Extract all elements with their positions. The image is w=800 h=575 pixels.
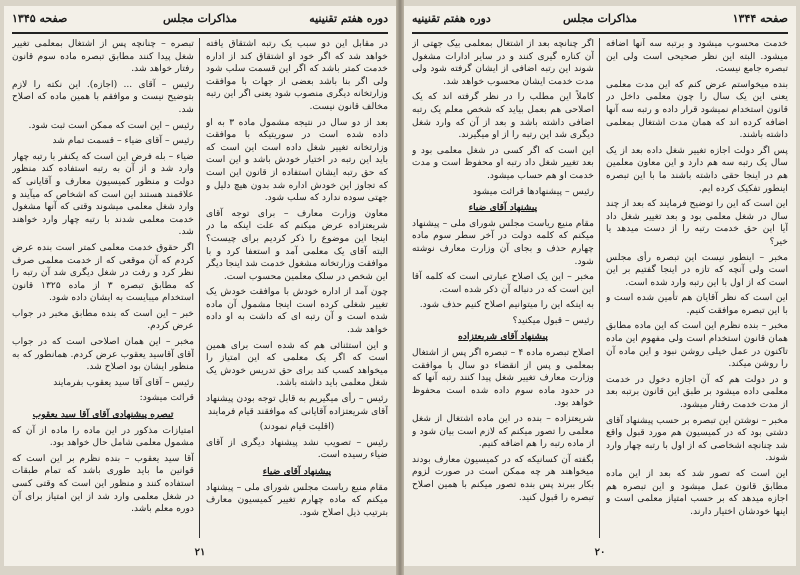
right-page [404, 6, 796, 566]
paragraph: ضیاء – بله فرض این است که یکنفر با رتبه چهار وارد شد و از آن به رتبه استفاده کند منظور دولت و منظور کمیسیون معارف و آقایانی که علاقمند هستند این است که اشخاص که میآیند و وارد شغل معلمی میشوند وقتی که آنها مشغول خدمت معلمی شدند با رتبه چهار وارد خواهند شد. [12, 150, 194, 238]
paragraph: در مقابل این دو سبب یک رتبه اشتقاق یافته خواهد شد که اگر خود او اشتقاق کند از اداره خدمت کمتر باشد که اگر این قسمت سلب شود ولی اگر بنا باشد بعضی از جهات با موافقت وزارتخانه دیگری منصوب شود یعنی اگر این رتبه مخالف قانون نیست. [206, 38, 388, 112]
paragraph: بعد از دو سال در نتیجه مشمول ماده ۳ به او داده شده است در سوریتیکه با موافقت وزارتخانه تغییر شغل داده است این است که باید این رتبه در اختیار خودش باشد و این است که حق رتبه ایشان استفاده از قانون این است که تجاوز این خودش اداره شد بدون هیچ دلیل و جهتی سوده ندارد که سلب شود. [206, 116, 388, 204]
session-label: دوره هفتم تقنينيه [412, 12, 491, 25]
paragraph: رئیس – آقای ... (اجازه). این نکته را لازم بتوضیح نیست و موافقم با همین ماده که اصلاح شد. [12, 78, 194, 115]
session-label: دوره هفتم تقنينيه [309, 12, 388, 25]
page-number: ۲۱ [194, 547, 206, 558]
section-heading: تبصره پیشنهادی آقای آقا سید یعقوب [32, 409, 174, 421]
header-rule [412, 32, 788, 34]
section-heading: پیشنهاد آقای شریعتزاده [458, 331, 548, 343]
page-label: صفحه ۱۳۴۴ [732, 12, 788, 25]
paragraph: آقا سید یعقوب – بنده نظرم بر این است که قوانین ما باید طوری باشد که تمام طبقات استفاده کنند و منظور این است که وقتی کسی در شغل معلمی وارد شد از این امتیاز برای آن دوره معلم باشد. [12, 452, 194, 515]
paragraph: این است که این را توضیح فرمایند که بعد از چند سال در شغل معلمی بود و بعد تغییر شغل داد آیا این حق خدمت رتبه را از دست میدهد یا خیر؟ [606, 198, 788, 247]
paragraph: قرائت میشود: [139, 392, 194, 404]
paragraph: اصلاح تبصره ماده ۴ – تبصره اگر پس از اشتغال بمعلمی و پس از انقضاء دو سال با موافقت وزارت معارف تغییر شغل پیدا کنند رتبه آنها که در حدود ماده سوم داده شده است محفوظ خواهد بود. [412, 347, 594, 409]
paragraph: تبصره – چنانچه پس از اشتغال بمعلمی تغییر شغل پیدا کنند مطابق تبصره ماده سوم قانون رفتار خواهد شد. [12, 38, 194, 75]
paragraph: اگر چنانچه بعد از اشتغال بمعلمی بیک جهتی از آن کناره گیری کنند و در سایر ادارات مشغول شوند این رتبه اضافی از ایشان گرفته شود ولی مدت خدمت ایشان محسوب خواهد شد. [412, 38, 594, 87]
book-gutter [396, 0, 404, 575]
paragraph: پس اگر دولت اجازه تغییر شغل داده بعد از یک سال یک رتبه سه هم دارد و این معاون معلمین هم در اینجا حقی داشته باشند ما با این تبصره اینطور تفکیک کرده ایم. [606, 144, 788, 194]
column-divider [599, 38, 600, 538]
paragraph: رئیس – آقای ضیاء – قسمت تمام شد [52, 135, 194, 147]
header-title: مذاکرات مجلس [163, 12, 237, 25]
text-column-left [12, 38, 194, 538]
section-heading: پیشنهاد آقای ضیاء [262, 466, 332, 477]
left-page [4, 6, 396, 566]
paragraph: رئیس – این است که ممکن است ثبت شود. [28, 119, 194, 131]
paragraph: این است که اگر کسی در شغل معلمی بود و بعد تغییر شغل داد رتبه او محفوظ است و مدت خدمت او هم حساب میشود. [412, 144, 594, 181]
page-label: صفحه ۱۳۴۵ [12, 12, 68, 25]
paragraph: شریعتزاده – بنده در این ماده اشتغال از شغل معلمی را تصور میکنم که لازم است بیان شود و از ماده رتبه را هم اضافه کنیم. [412, 413, 594, 450]
paragraph: مخبر – این یک اصلاح عبارتی است که کلمه آقا این است که در دنباله آن ذکر شده است. [412, 271, 594, 295]
paragraph: مخبر – این همان اصلاحی است که در جواب آقای آقاسید یعقوب عرض کردم. همانطور که به منظور ایشان بود اصلاح شد. [12, 336, 194, 373]
paragraph: اگر حقوق خدمت معلمی کمتر است بنده عرض کردم که آن موقعی که از خدمت معلمی صرف نظر کرد و رفت در شغل دیگری شد آن رتبه را که مطابق تبصره ۳ از ماده ۱۳۲۵ قانون استخدام میبایست به ایشان داده شود. [12, 241, 194, 304]
header-rule [12, 32, 388, 34]
paragraph: امتیازات مذکور در این ماده را ماده از آن که مشمول معلمی شامل حال خواهد بود. [12, 424, 194, 449]
paragraph: مخبر – نوشتن این تبصره بر حسب پیشنهاد آقای دشتی بود که در کمیسیون هم مورد قبول واقع شد چنانچه اشخاصی که از اول با رتبه چهار وارد شوند. [606, 414, 788, 464]
page-number: ۲۰ [594, 547, 606, 558]
paragraph: مقام منیع ریاست مجلس شورای ملی – پیشنهاد میکنم که کلمه دولت در آخر سطر سوم ماده چهارم حذف و بجای آن وزارت معارف نوشته شود. [412, 217, 594, 267]
paragraph: رئیس – قبول میکنید؟ [512, 314, 594, 326]
paragraph: و در دولت هم که آن اجازه دخول در خدمت معلمی داده میشود بر طبق این قانون برتبه بعد از مدت خدمت رفتار میشود. [606, 373, 788, 411]
paragraph: رئیس – پیشنهادها قرائت میشود [472, 185, 594, 197]
paragraph: به اینکه این را میتوانیم اصلاح کنیم حذف شود. [419, 299, 594, 311]
paragraph: این است که نظر آقایان هم تأمین شده است و با این تبصره موافقت کنیم. [606, 292, 788, 316]
paragraph: کاملاً این مطلب را در نظر گرفته اند که یک اصلاحی هم بعمل بیاید که شخص معلم یک رتبه اضافی داشته باشد و بعد از آن که وارد شغل دیگری شد این رتبه را از او میگیرند. [412, 91, 594, 141]
paragraph: مقام منیع ریاست مجلس شورای ملی – پیشنهاد میکنم که ماده چهارم تغییر کمیسیون معارف بترتیب ذیل اصلاح شود. [206, 481, 388, 518]
paragraph: خدمت محسوب میشود و برتبه سه آنها اضافه میشود. البته این نظر صحیحی است ولی این تبصره جامع نیست. [606, 38, 788, 75]
text-column-left [412, 38, 594, 538]
page-header [412, 12, 788, 30]
text-column-right [606, 38, 788, 538]
paragraph: چون آمد از اداره خودش با موافقت خودش یک تغییر شغلی کرده است اینجا مشمول آن ماده شده است و آن رتبه ای که داشت به او داده خواهد شد. [206, 286, 388, 336]
paragraph: این است که تصور شد که بعد از این ماده مطابق قانون عمل میشود و این تبصره هم اجازه میدهد که بر حسب امتیاز معلمی است و اینها خودشان اختیار دارند. [606, 468, 788, 517]
paragraph: رئیس – آقای آقا سید یعقوب بفرمایند [53, 376, 194, 388]
paragraph: مخبر – بنده نظرم این است که این ماده مطابق همان قانون استخدام است ولی مفهوم این ماده تاکنون در عمل خیلی روشن نبود و این ماده آن را روشن میکند. [606, 320, 788, 370]
paragraph: معاون وزارت معارف – برای توجه آقای شریعتزاده عرض میکنم که علت اینکه ما در اینجا این موضوع را ذکر کردیم برای چیست؟ البته آقای یک معلمی آمد و استعفا کرد و با موافقت وزارتخانه مشغول خدمت شد اینجا دیگر این شخص در سلک معلمین محسوب است. [206, 207, 388, 282]
paragraph: بگفته آن کسانیکه که در کمیسیون معارف بودند میخواهند هر چه ممکن است در صورت لزوم بکار ببرند پس بنده تصور میکنم با همین اصلاح تبصره را قبول کنید. [412, 453, 594, 503]
paragraph: مخبر – اینطور نیست این تبصره رأی مجلس است ولی آنچه که تازه در اینجا گفتیم بر این است که از اول با این رتبه وارد شده است. [606, 251, 788, 288]
paragraph: بنده میخواستم عرض کنم که این مدت معلمی یعنی این یک سال را چون معلمی داخل در قانون استخدام نمیشود قرار داده و رتبه سه آنها اضافه کرده اند که همان مدت اشتغال بمعلمی داشته باشند. [606, 78, 788, 141]
paragraph: رئیس – تصویب نشد پیشنهاد دیگری از آقای ضیاء رسیده است. [206, 436, 388, 461]
column-divider [199, 38, 200, 538]
page-header [12, 12, 388, 30]
section-heading: پیشنهاد آقای ضیاء [468, 202, 538, 214]
paragraph: رئیس – رأی میگیریم به قابل توجه بودن پیشنهاد آقای شریعتزاده آقایانی که موافقند قیام فرمایند [206, 393, 388, 417]
header-title: مذاکرات مجلس [563, 12, 637, 25]
text-column-right [206, 38, 388, 538]
paragraph: (اقلیت قیام نمودند) [259, 421, 335, 433]
paragraph: خبر – این است که بنده مطابق مخبر در جواب عرض کردم. [12, 307, 194, 332]
paragraph: و این استثنائی هم که شده است برای همین است که اگر یک معلمی که این امتیاز را میخواهد کسب کند برای حق تدریس خودش یک شغل معلمی باید داشته باشد. [206, 339, 388, 389]
